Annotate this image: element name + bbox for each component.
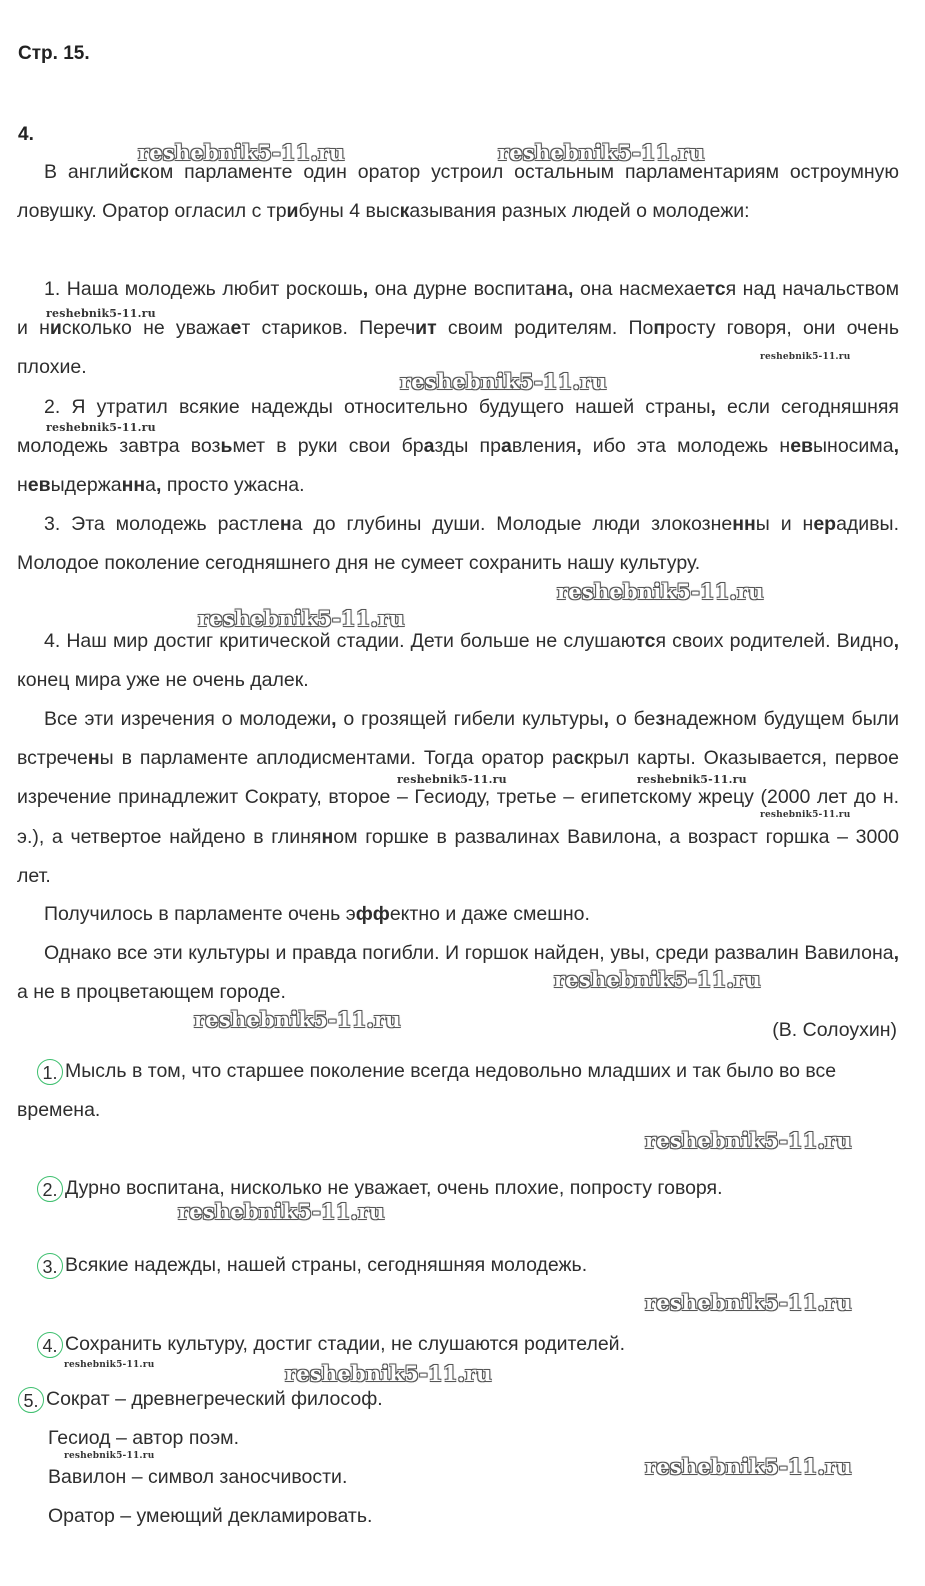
watermark: reshebnik5-11.ru <box>498 140 705 165</box>
answer-5 <box>18 1380 383 1419</box>
author-attribution: (В. Солоухин) <box>772 1019 897 1041</box>
answer-number-5: 5. <box>18 1387 44 1413</box>
paragraph-reveal: Все эти изречения о молодежи, о грозящей гибели культуры, о безнадежном будущем были встречены в парламенте аплодисментами. Тогда оратор раскрыл карты. Оказывается, первое изречение принадлежит Сократу, второе – Гесиоду, третье – египетскому жрецу (2000 лет до н. э.), а четвертое найдено в глиняном горшке в развалинах Вавилона, а возраст горшка – 3000 лет. <box>17 708 900 887</box>
watermark: reshebnik5-11.ru <box>760 810 851 820</box>
paragraph-effect: Получилось в парламенте очень эффектно и даже смешно. <box>44 903 590 925</box>
exercise-number: 4. <box>18 124 34 145</box>
watermark: reshebnik5-11.ru <box>46 421 156 434</box>
answer-number-4: 4. <box>37 1332 63 1358</box>
answer-2 <box>37 1169 723 1208</box>
watermark: reshebnik5-11.ru <box>397 773 507 786</box>
answer-number-3: 3. <box>37 1253 63 1279</box>
watermark: reshebnik5-11.ru <box>400 369 607 394</box>
answer-text-5: Сократ – древнегреческий философ. <box>46 1388 383 1410</box>
watermark: reshebnik5-11.ru <box>64 1451 155 1461</box>
watermark: reshebnik5-11.ru <box>554 967 761 992</box>
answer-3 <box>37 1246 587 1285</box>
paragraph-quote-2: 2. Я утратил всякие надежды относительно будущего нашей страны, если сегодняшняя молодежь завтра возьмет в руки свои бразды правления, ибо эта молодежь невыносима, невыдержанна, просто ужасна. <box>17 396 899 497</box>
watermark: reshebnik5-11.ru <box>198 606 405 631</box>
watermark: reshebnik5-11.ru <box>64 1360 155 1370</box>
answer-1 <box>17 1052 899 1130</box>
answer-5-line-2: Гесиод – автор поэм. <box>48 1427 239 1449</box>
page-label: Стр. 15. <box>18 43 90 64</box>
watermark: reshebnik5-11.ru <box>178 1199 385 1224</box>
watermark: reshebnik5-11.ru <box>637 773 747 786</box>
answer-text-4: Сохранить культуру, достиг стадии, не слушаются родителей. <box>65 1333 625 1355</box>
watermark: reshebnik5-11.ru <box>138 140 345 165</box>
watermark: reshebnik5-11.ru <box>557 579 764 604</box>
watermark: reshebnik5-11.ru <box>645 1454 852 1479</box>
watermark: reshebnik5-11.ru <box>194 1007 401 1032</box>
paragraph-intro: В английском парламенте один оратор устроил остальным парламентариям остроумную ловушку. Оратор огласил с трибуны 4 высказывания разных людей о молодежи: <box>17 161 899 223</box>
answer-number-2: 2. <box>37 1176 63 1202</box>
paragraph-conclusion: Однако все эти культуры и правда погибли. И горшок найден, увы, среди развалин Вавилона, а не в процветающем городе. <box>17 942 899 1004</box>
answer-number-1: 1. <box>37 1059 63 1085</box>
watermark: reshebnik5-11.ru <box>46 307 156 320</box>
paragraph-quote-3: 3. Эта молодежь растлена до глубины души. Молодые люди злокозненны и нерадивы. Молодое поколение сегодняшнего дня не сумеет сохранить нашу культуру. <box>17 513 899 575</box>
answer-4 <box>37 1325 625 1364</box>
answer-text-1: Мысль в том, что старшее поколение всегда недовольно младших и так было во все времена. <box>17 1060 837 1121</box>
answer-5-line-3: Вавилон – символ заносчивости. <box>48 1466 348 1488</box>
answer-text-2: Дурно воспитана, нисколько не уважает, очень плохие, попросту говоря. <box>65 1177 723 1199</box>
paragraph-quote-1: 1. Наша молодежь любит роскошь, она дурне воспитана, она насмехается над начальством и нисколько не уважает стариков. Перечит своим родителям. Попросту говоря, они очень плохие. <box>17 278 900 379</box>
watermark: reshebnik5-11.ru <box>645 1128 852 1153</box>
watermark: reshebnik5-11.ru <box>285 1361 492 1386</box>
answer-5-line-4: Оратор – умеющий декламировать. <box>48 1505 373 1527</box>
answer-text-3: Всякие надежды, нашей страны, сегодняшняя молодежь. <box>65 1254 588 1276</box>
watermark: reshebnik5-11.ru <box>645 1290 852 1315</box>
paragraph-quote-4: 4. Наш мир достиг критической стадии. Дети больше не слушаются своих родителей. Видно, конец мира уже не очень далек. <box>17 630 899 692</box>
watermark: reshebnik5-11.ru <box>760 352 851 362</box>
